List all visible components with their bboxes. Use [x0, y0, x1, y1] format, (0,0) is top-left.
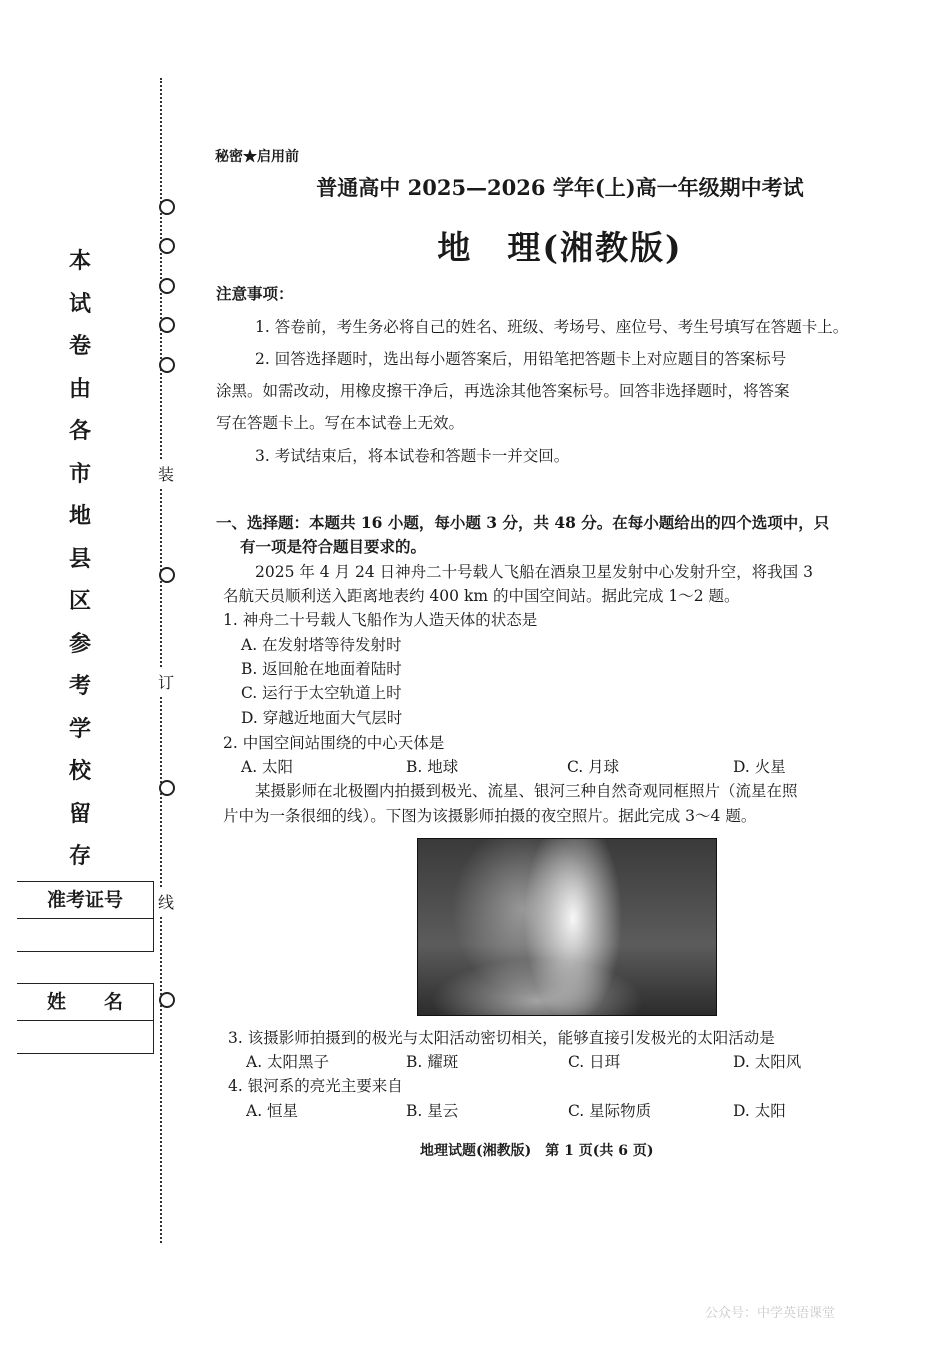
binding-hole: [159, 278, 175, 294]
q4-option-d: D. 太阳: [733, 1102, 786, 1120]
section-intro: 一、选择题：本题共 16 小题，每小题 3 分，共 48 分。在每小题给出的四个选项中，只: [216, 513, 830, 532]
exam-id-box[interactable]: [17, 881, 154, 952]
q3-option-d: D. 太阳风: [733, 1053, 802, 1071]
binding-mark-zhuang: 装: [158, 460, 174, 487]
binding-hole: [159, 357, 175, 373]
binding-hole: [159, 780, 175, 796]
night-sky-aurora-photo: [417, 838, 717, 1016]
page-footer: 地理试题(湘教版) 第 1 页(共 6 页): [420, 1143, 654, 1159]
exam-title: 普通高中 2025—2026 学年(上)高一年级期中考试: [316, 175, 804, 200]
question-2-stem: 2. 中国空间站围绕的中心天体是: [223, 734, 445, 752]
binding-mark-ding: 订: [158, 668, 174, 695]
notice-title: 注意事项：: [216, 284, 294, 303]
notice-line: 3. 考试结束后，将本试卷和答题卡一并交回。: [255, 447, 570, 465]
material-text: 某摄影师在北极圈内拍摄到极光、流星、银河三种自然奇观同框照片（流星在照: [255, 782, 798, 800]
q1-option-c: C. 运行于太空轨道上时: [241, 684, 402, 702]
material-text: 2025 年 4 月 24 日神舟二十号载人飞船在酒泉卫星发射中心发射升空，将我国 3: [255, 563, 813, 581]
binding-mark-xian: 线: [158, 888, 174, 915]
notice-line: 涂黑。如需改动，用橡皮擦干净后，再选涂其他答案标号。回答非选择题时，将答案: [216, 382, 790, 400]
q3-option-a: A. 太阳黑子: [246, 1053, 330, 1071]
notice-line: 写在答题卡上。写在本试卷上无效。: [216, 414, 465, 432]
q3-option-b: B. 耀斑: [406, 1053, 459, 1071]
q2-option-c: C. 月球: [567, 758, 620, 776]
q2-option-b: B. 地球: [406, 758, 459, 776]
question-1-stem: 1. 神舟二十号载人飞船作为人造天体的状态是: [223, 611, 538, 629]
material-text: 片中为一条很细的线）。下图为该摄影师拍摄的夜空照片。据此完成 3～4 题。: [223, 807, 757, 825]
material-text: 名航天员顺利送入距离地表约 400 km 的中国空间站。据此完成 1～2 题。: [223, 587, 740, 605]
q4-option-c: C. 星际物质: [568, 1102, 652, 1120]
confidential-mark: 秘密★启用前: [215, 149, 299, 165]
exam-id-field[interactable]: [17, 919, 153, 951]
binding-hole: [159, 238, 175, 254]
binding-hole: [159, 199, 175, 215]
binding-dotted-line: [160, 78, 162, 1243]
student-name-label: 姓 名: [17, 984, 153, 1021]
student-name-field[interactable]: [17, 1021, 153, 1053]
q2-option-d: D. 火星: [733, 758, 786, 776]
binding-hole: [159, 992, 175, 1008]
q1-option-d: D. 穿越近地面大气层时: [241, 709, 403, 727]
question-3-stem: 3. 该摄影师拍摄到的极光与太阳活动密切相关，能够直接引发极光的太阳活动是: [228, 1029, 775, 1047]
notice-line: 2. 回答选择题时，选出每小题答案后，用铅笔把答题卡上对应题目的答案标号: [255, 350, 787, 368]
subject-title: 地 理(湘教版): [437, 228, 683, 267]
q4-option-b: B. 星云: [406, 1102, 459, 1120]
q2-option-a: A. 太阳: [241, 758, 294, 776]
notice-line: 1. 答卷前，考生务必将自己的姓名、班级、考场号、座位号、考生号填写在答题卡上。: [255, 318, 849, 336]
q1-option-a: A. 在发射塔等待发射时: [241, 636, 402, 654]
student-name-box[interactable]: [17, 983, 154, 1054]
q4-option-a: A. 恒星: [246, 1102, 299, 1120]
exam-id-label: 准考证号: [17, 882, 153, 919]
watermark: 公众号：中学英语课堂: [705, 1306, 836, 1321]
q1-option-b: B. 返回舱在地面着陆时: [241, 660, 402, 678]
q3-option-c: C. 日珥: [568, 1053, 621, 1071]
vertical-retention-note: 本 试 卷 由 各 市 地 县 区 参 考 学 校 留 存: [68, 248, 91, 869]
binding-hole: [159, 567, 175, 583]
question-4-stem: 4. 银河系的亮光主要来自: [228, 1077, 403, 1095]
binding-hole: [159, 317, 175, 333]
section-intro: 有一项是符合题目要求的。: [240, 537, 427, 556]
